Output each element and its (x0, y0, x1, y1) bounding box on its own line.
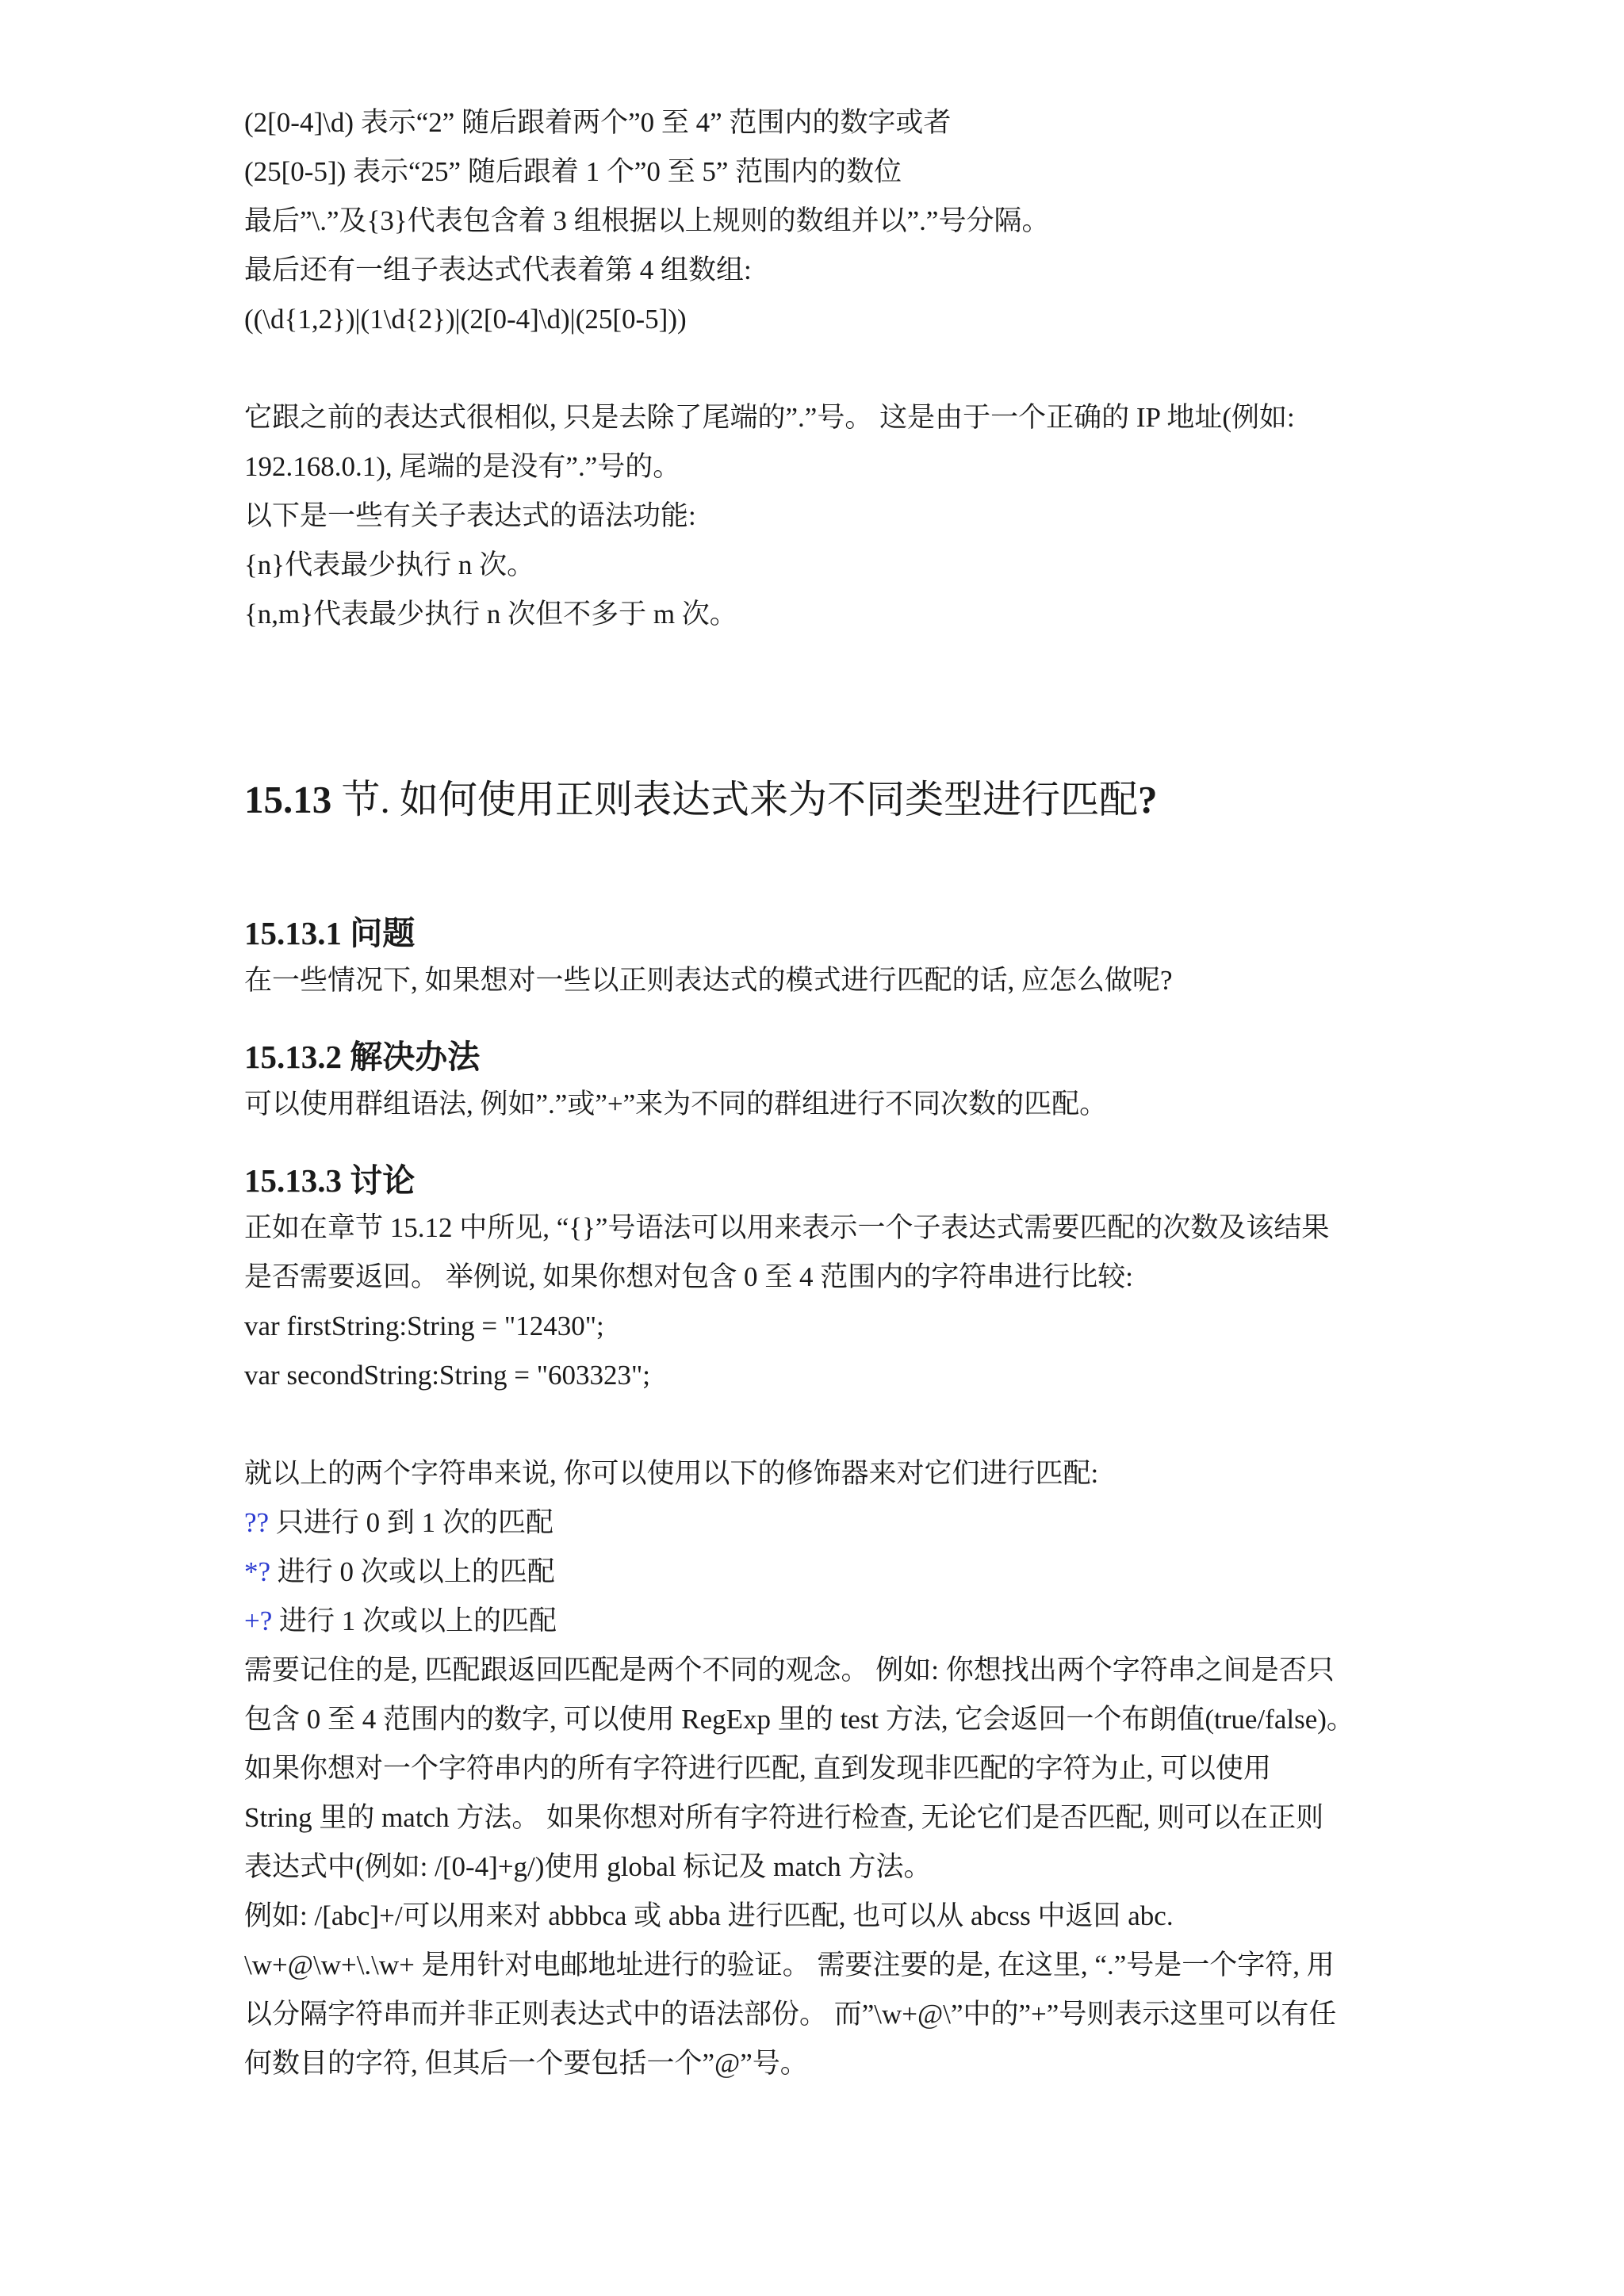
text-line: 以下是一些有关子表达式的语法功能: (244, 500, 696, 531)
modifier-item (244, 1548, 1386, 1597)
text-line: \w+@\w+\.\w+ 是用针对电邮地址进行的验证。 需要注要的是, 在这里, “.”号是一个字符, 用 (244, 1950, 1335, 1980)
text-line: 是否需要返回。 举例说, 如果你想对包含 0 至 4 范围内的字符串进行比较: (244, 1261, 1133, 1292)
text-line: 最后还有一组子表达式代表着第 4 组数组: (244, 254, 752, 285)
modifier-symbol: ?? (244, 1507, 270, 1538)
text-line: 需要记住的是, 匹配跟返回匹配是两个不同的观念。 例如: 你想找出两个字符串之间是否只 (244, 1655, 1335, 1686)
subsection-title-text: 问题 (342, 915, 416, 951)
text-line: 它跟之前的表达式很相似, 只是去除了尾端的”.”号。 这是由于一个正确的 IP 地址(例如: (244, 402, 1295, 433)
modifier-item (244, 1597, 1386, 1646)
text-line: 最后”\.”及{3}代表包含着 3 组根据以上规则的数组并以”.”号分隔。 (244, 205, 1050, 236)
text-line: (2[0-4]\d) 表示“2” 随后跟着两个”0 至 4” 范围内的数字或者 (244, 107, 952, 138)
code-line: var secondString:String = "603323"; (244, 1360, 651, 1391)
subsection-title-discussion (244, 1158, 1386, 1203)
text-line: {n,m}代表最少执行 n 次但不多于 m 次。 (244, 599, 737, 629)
text-line: {n}代表最少执行 n 次。 (244, 549, 535, 580)
subsection-title-problem (244, 910, 1386, 956)
text-line: 包含 0 至 4 范围内的数字, 可以使用 RegExp 里的 test 方法, 它会返回一个布朗值(true/false)。 (244, 1704, 1354, 1735)
text-line: 可以使用群组语法, 例如”.”或”+”来为不同的群组进行不同次数的匹配。 (244, 1089, 1108, 1119)
modifier-item (244, 1498, 1386, 1548)
section-title-text: 节. 如何使用正则表达式来为不同类型进行匹配 (331, 778, 1139, 821)
modifier-symbol: +? (244, 1605, 273, 1636)
section-number: 15.13 (244, 778, 332, 821)
text-line: 表达式中(例如: /[0-4]+g/)使用 global 标记及 match 方法。 (244, 1851, 932, 1882)
text-line: 以分隔字符串而并非正则表达式中的语法部份。 而”\w+@\”中的”+”号则表示这里可以有任 (244, 1999, 1337, 2030)
subsection-number: 15.13.3 (244, 1162, 342, 1199)
modifier-symbol: *? (244, 1556, 271, 1587)
subsection-title-text: 解决办法 (342, 1039, 481, 1075)
subsection-number: 15.13.1 (244, 915, 342, 951)
text-line: (25[0-5]) 表示“25” 随后跟着 1 个”0 至 5” 范围内的数位 (244, 156, 902, 187)
text-line: 就以上的两个字符串来说, 你可以使用以下的修饰器来对它们进行匹配: (244, 1458, 1099, 1489)
subsection-number: 15.13.2 (244, 1039, 342, 1075)
text-line: 何数目的字符, 但其后一个要包括一个”@”号。 (244, 2048, 808, 2079)
subsection-title-solution (244, 1034, 1386, 1080)
modifier-text: 进行 1 次或以上的匹配 (272, 1605, 557, 1636)
text-line: 在一些情况下, 如果想对一些以正则表达式的模式进行匹配的话, 应怎么做呢? (244, 965, 1173, 996)
subsection-title-text: 讨论 (342, 1162, 416, 1199)
document-page (244, 98, 1386, 2088)
text-line: 例如: /[abc]+/可以用来对 abbbca 或 abba 进行匹配, 也可以从 abcss 中返回 abc. (244, 1900, 1174, 1931)
text-line: 如果你想对一个字符串内的所有字符进行匹配, 直到发现非匹配的字符为止, 可以使用 (244, 1753, 1272, 1784)
text-line: 192.168.0.1), 尾端的是没有”.”号的。 (244, 451, 681, 482)
modifier-text: 进行 0 次或以上的匹配 (270, 1556, 555, 1587)
section-title-qmark: ? (1138, 778, 1158, 821)
regex-line: ((\d{1,2})|(1\d{2})|(2[0-4]\d)|(25[0-5])) (244, 304, 687, 335)
code-line: var firstString:String = "12430"; (244, 1311, 604, 1341)
text-line: String 里的 match 方法。 如果你想对所有字符进行检查, 无论它们是否匹配, 则可以在正则 (244, 1802, 1324, 1833)
modifier-text: 只进行 0 到 1 次的匹配 (269, 1507, 553, 1538)
section-title (244, 772, 1386, 828)
text-line: 正如在章节 15.12 中所见, “{}”号语法可以用来表示一个子表达式需要匹配的次数及该结果 (244, 1212, 1330, 1243)
